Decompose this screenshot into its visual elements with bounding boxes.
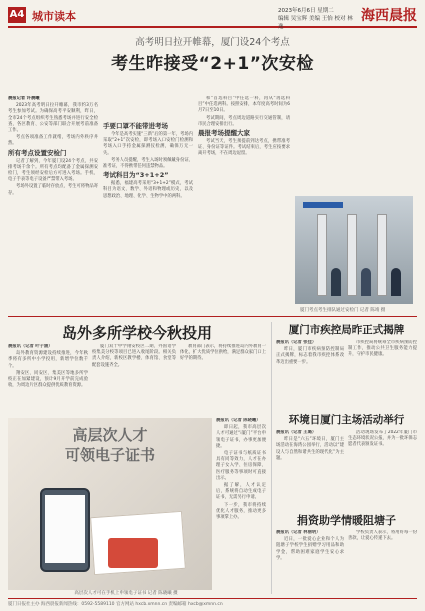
story3-column bbox=[216, 418, 266, 590]
column-divider bbox=[271, 322, 272, 594]
lead-subhead-1: 所有考点设置安检门 bbox=[8, 148, 67, 157]
e-certificate-photo bbox=[8, 418, 212, 590]
photo-person bbox=[331, 268, 341, 296]
story2-column-1 bbox=[8, 344, 88, 410]
story3-headline-line1: 高层次人才 bbox=[72, 426, 148, 444]
lead-paragraph: 2023年高考明日拉开帷幕，我市约3万名考生参加考试。为确保高考平安顺利，昨日，全市24个考点组织考生熟悉考场并进行安全检查，各区教育、公安等部门联合开展考前准备工作。 bbox=[8, 103, 98, 134]
story3-headline-line2: 可领电子证书 bbox=[64, 446, 155, 464]
section-name: 城市读本 bbox=[32, 10, 76, 23]
photo-gate bbox=[317, 214, 327, 296]
lead-paragraph: 今年是高考实施“三新”后的第一年，考场内采取“2+1”次安检，即考场入口安检门检测和考场入口手持金属探测仪检测，确保万无一失。 bbox=[103, 132, 193, 156]
page-footer: 厦门日报社主办 海西晨报新闻热线：0592-5589110 官方网站 hxcb.xmnn.cn 责编邮箱 hxcb@xmnn.cn bbox=[8, 598, 417, 607]
lead-column-2 bbox=[103, 96, 193, 306]
section-divider bbox=[8, 316, 417, 317]
photo-phone bbox=[40, 488, 90, 572]
lead-photo-caption: 厦门考点考生排队通过安检门 记者 陈靖 摄 bbox=[300, 308, 386, 313]
lead-paragraph: 记者了解到，今年厦门设24个考点，共安排考场千余个。所有考点均配备了金属探测安检门，考生须经安检后方可进入考场。手机、电子手表等电子设备严禁带入考场。 bbox=[8, 158, 98, 183]
header-meta bbox=[278, 7, 358, 31]
lead-paragraph: 考场外设置了临时存放点，考生可将物品寄存。 bbox=[8, 184, 98, 196]
lead-paragraph: 考点各项准备工作就绪，考场内外秩序井然。 bbox=[8, 135, 98, 147]
story3-paragraph: 据了解，人才认定后，系统将自动生成电子证书，无需另行申请。 bbox=[216, 483, 266, 501]
lead-paragraph: 考试期间，考点周边道路实行交通管制，请市民合理安排出行。 bbox=[198, 115, 290, 127]
story4-paragraph: 昨日，厦门市疾病预防控制局正式揭牌，标志着我市疾控体系改革迈出重要一步。 bbox=[276, 347, 344, 365]
lead-subhead-2: 手要口罩不能带进考场 bbox=[103, 122, 168, 130]
story5-paragraph: 昨日是“六五”环境日，厦门主场活动在海湾公园举行，活动以“建设人与自然和谐共生的现代化”为主题。 bbox=[276, 437, 344, 461]
story4-column-1 bbox=[276, 340, 344, 412]
story5-column-1 bbox=[276, 430, 344, 506]
masthead-logo: 海西晨报 bbox=[361, 8, 417, 24]
photo-gate bbox=[377, 214, 387, 296]
lead-byline: 晨报记者 许晨曦 bbox=[8, 96, 40, 101]
story5-byline: 晨报讯（记者 王璐） bbox=[276, 430, 317, 435]
lead-headline: 考生昨接受“2+1”次安检 bbox=[111, 54, 314, 74]
story6-paragraph: 学校负责人表示，将用好每一份善款，让爱心传递下去。 bbox=[348, 530, 417, 542]
lead-column-1 bbox=[8, 96, 98, 306]
story6-headline: 捐资助学情暖阻塘子 bbox=[297, 514, 396, 527]
story2-paragraph: 翔安区、同安区、集美区等地多所学校正在加紧建设，预计9月开学前完成验收，为周边片区群众提供优质教育资源。 bbox=[8, 370, 88, 389]
editors-line: 编辑 吴宝辉 美编 王怡 校对 林逸 bbox=[278, 16, 353, 30]
lead-subhead-3: 考试科目为“3+1+2” bbox=[103, 171, 169, 180]
lead-paragraph: 和“首选科目”中任选一科，再从“再选科目”中任选两科。按照安排，本年度高考时间为6月7日至10日。 bbox=[198, 96, 290, 114]
story4-headline: 厦门市疾控局昨正式揭牌 bbox=[288, 324, 405, 336]
photo-phone-screen bbox=[45, 495, 85, 563]
story2-paragraph: 岛外教育资源建设持续推进，今年秋季将有多所中小学投用，新增学位数千个。 bbox=[8, 351, 88, 369]
story6-column-1 bbox=[276, 530, 344, 594]
story5-paragraph: 活动现场发布了2022年厦门市生态环境状况公报，并为一批环保志愿者代表颁发证书。 bbox=[348, 430, 417, 448]
lead-paragraph: 考试当天，考生须提前到达考点，携带准考证、身份证等证件。考试结束后，考生应按要求离开考场，不在周边逗留。 bbox=[198, 139, 290, 157]
story2-column-2 bbox=[92, 344, 176, 410]
story3-byline: 晨报讯（记者 陈晓曦） bbox=[216, 418, 261, 423]
photo-person bbox=[361, 268, 371, 296]
story2-paragraph: 教育部门表示，将持续推进岛内外教育一体化，扩大优质学位供给，满足群众家门口上好学的期待。 bbox=[180, 344, 266, 362]
photo-gate bbox=[347, 214, 357, 296]
story6-column-2 bbox=[348, 530, 417, 594]
story5-headline: 环境日厦门主场活动举行 bbox=[288, 414, 405, 426]
story4-byline: 晨报讯（记者 张佳） bbox=[276, 340, 317, 345]
story2-column-3 bbox=[180, 344, 266, 410]
lead-paragraph: 据悉，福建高考采用“3+1+2”模式，考试科目为语文、数学、外语和物理或历史，以及思想政治、地理、化学、生物学中的两科。 bbox=[103, 181, 193, 199]
lead-subtitle: 高考明日拉开帷幕，厦门设24个考点 bbox=[135, 37, 290, 48]
story2-byline: 晨报讯（记者 叶子涵） bbox=[8, 344, 53, 349]
photo-certificate bbox=[108, 538, 158, 568]
photo-sign bbox=[303, 202, 343, 208]
security-gate-photo bbox=[295, 196, 413, 304]
story2-paragraph: 厦门双十中学翔安校区二期、外国语学校集美分校等项目已进入收尾阶段。相关负责人介绍，新校区教学楼、体育馆、食堂等配套设施齐全。 bbox=[92, 344, 176, 368]
issue-date: 2023年6月6日 星期二 bbox=[278, 8, 334, 14]
story3-photo-caption: 高层次人才可在手机上申领电子证书 记者 陈晓曦 摄 bbox=[74, 591, 178, 596]
page-number: A4 bbox=[8, 7, 26, 23]
story5-column-2 bbox=[348, 430, 417, 506]
story6-paragraph: 近日，一批爱心企业和个人为阻塘子学校学生捐赠学习用品和助学金，帮助困难家庭学生安心求学。 bbox=[276, 537, 344, 561]
story4-paragraph: 市疾控局将统筹全市疾病预防控制工作，推动公共卫生服务能力提升，守护市民健康。 bbox=[348, 340, 417, 358]
story2-headline: 岛外多所学校今秋投用 bbox=[61, 324, 212, 342]
photo-person bbox=[391, 268, 401, 296]
lead-column-3 bbox=[198, 96, 290, 306]
page-header bbox=[8, 6, 417, 28]
lead-paragraph: 考务人员提醒，考生入场时须佩戴身份证、准考证，不得携带任何违禁物品。 bbox=[103, 157, 193, 170]
lead-subhead-4: 晨报考场提醒大家 bbox=[198, 129, 250, 138]
story4-column-2 bbox=[348, 340, 417, 412]
story3-paragraph: 下一步，我市将持续优化人才服务，推动更多事项掌上办。 bbox=[216, 502, 266, 521]
story6-byline: 晨报讯（记者 林丽明） bbox=[276, 530, 321, 535]
story3-paragraph: 即日起，我市高层次人才可通过“i厦门”平台申领电子证书，办事更加便捷。 bbox=[216, 425, 266, 449]
story3-paragraph: 电子证书与纸质证书具有同等效力，人才在办理子女入学、住房保障、医疗服务等事项时可直接出示。 bbox=[216, 451, 266, 481]
